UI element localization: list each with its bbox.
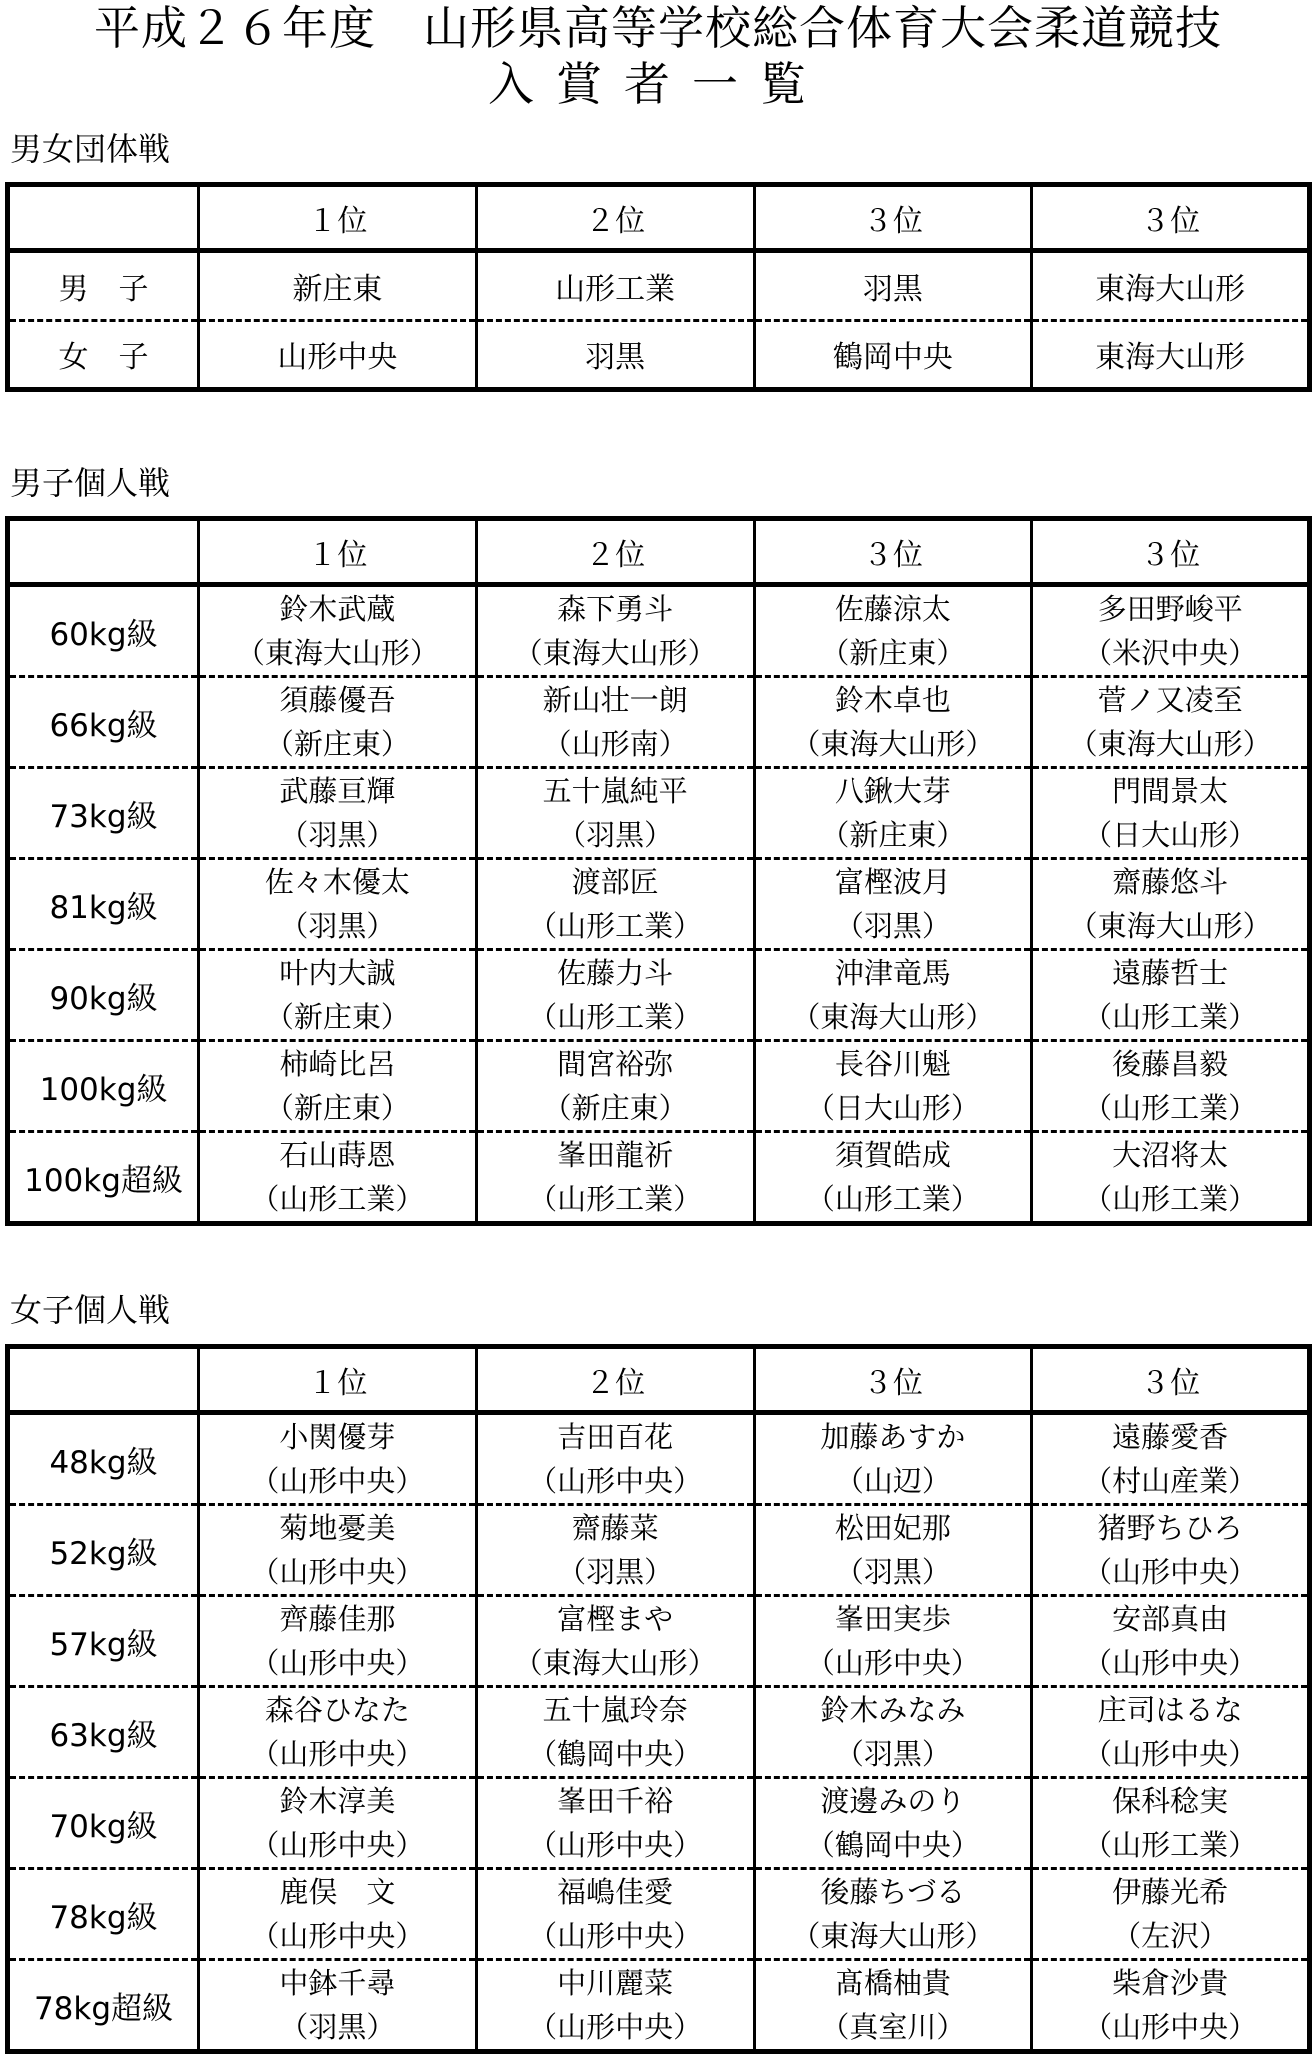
athlete-school: （山形中央） (250, 1464, 425, 1498)
athlete-school: （山形工業） (250, 1182, 425, 1216)
athlete-name: 後藤ちづる (820, 1875, 966, 1909)
entry-cell (476, 1596, 754, 1687)
athlete-name: 福嶋佳愛 (557, 1875, 674, 1909)
athlete-name: 松田妃那 (834, 1511, 951, 1545)
athlete-name: 佐藤涼太 (834, 592, 951, 626)
entry-cell (199, 859, 477, 950)
entry-cell (754, 1778, 1032, 1869)
entry-cell (199, 1413, 477, 1505)
entry-cell (199, 1596, 477, 1687)
athlete-school: （山形工業） (528, 1182, 703, 1216)
weight-class-cell: 60kg級 (49, 616, 158, 653)
table-row (8, 1778, 1310, 1869)
athlete-school: （日大山形） (1083, 818, 1258, 852)
table-row (8, 950, 1310, 1041)
athlete-school: （東海大山形） (1068, 727, 1272, 761)
athlete-name: 庄司はるな (1097, 1693, 1243, 1727)
entry-cell (199, 585, 477, 677)
entry-cell (754, 585, 1032, 677)
entry-cell (1032, 1596, 1310, 1687)
weight-class-cell: 66kg級 (8, 677, 199, 768)
athlete-name: 峯田実歩 (834, 1602, 951, 1636)
athlete-school: （羽黒） (834, 1555, 951, 1589)
athlete-name: 門間景太 (1112, 774, 1229, 808)
rank-header: ３位 (1032, 185, 1310, 251)
athlete-name: 峯田龍祈 (557, 1138, 674, 1172)
entry-cell (754, 1041, 1032, 1132)
school-cell: 東海大山形 (1032, 251, 1310, 321)
athlete-name: 富樫波月 (834, 865, 951, 899)
entry-cell (754, 768, 1032, 859)
athlete-school: （山形工業） (528, 909, 703, 943)
team-results-table (5, 182, 1312, 392)
athlete-name: 森下勇斗 (557, 592, 674, 626)
athlete-name: 齊藤佳那 (279, 1602, 396, 1636)
athlete-name: 長谷川魁 (834, 1047, 951, 1081)
school-cell: 新庄東 (199, 251, 477, 321)
table-row (8, 1869, 1310, 1960)
rank-header: １位 (199, 519, 477, 585)
table-row (8, 1687, 1310, 1778)
athlete-school: （山形南） (542, 727, 688, 761)
category-cell: 女 子 (8, 320, 199, 390)
athlete-school: （東海大山形） (513, 636, 717, 670)
weight-class-cell: 48kg級 (49, 1444, 158, 1481)
athlete-name: 鈴木みなみ (820, 1693, 966, 1727)
athlete-name: 遠藤愛香 (1112, 1420, 1229, 1454)
header-corner (8, 185, 199, 251)
weight-class-cell: 81kg級 (8, 859, 199, 950)
athlete-school: （羽黒） (557, 818, 674, 852)
table-row (8, 1041, 1310, 1132)
athlete-school: （鶴岡中央） (528, 1737, 703, 1771)
entry-cell (476, 1869, 754, 1960)
athlete-school: （新庄東） (820, 636, 966, 670)
athlete-name: 須藤優吾 (279, 683, 396, 717)
athlete-school: （羽黒） (279, 909, 396, 943)
athlete-name: 伊藤光希 (1112, 1875, 1229, 1909)
rank-header: ３位 (754, 519, 1032, 585)
athlete-name: 齋藤菜 (571, 1511, 659, 1545)
entry-cell (1032, 1778, 1310, 1869)
rank-header: １位 (199, 185, 477, 251)
athlete-name: 森谷ひなた (264, 1693, 410, 1727)
athlete-name: 柴倉沙貴 (1112, 1966, 1229, 2000)
athlete-school: （新庄東） (542, 1091, 688, 1125)
athlete-name: 吉田百花 (557, 1420, 674, 1454)
athlete-name: 八鍬大芽 (834, 774, 951, 808)
rank-header: ２位 (476, 519, 754, 585)
athlete-school: （真室川） (820, 2010, 966, 2044)
table-row (8, 768, 1310, 859)
athlete-school: （山形工業） (1083, 1091, 1258, 1125)
athlete-school: （山形中央） (250, 1646, 425, 1680)
entry-cell (1032, 859, 1310, 950)
athlete-school: （羽黒） (834, 1737, 951, 1771)
entry-cell (1032, 1869, 1310, 1960)
school-cell: 羽黒 (754, 251, 1032, 321)
athlete-school: （山形中央） (1083, 1737, 1258, 1771)
table-row (8, 1413, 1310, 1505)
entry-cell (1032, 1413, 1310, 1505)
entry-cell (754, 677, 1032, 768)
athlete-name: 鈴木卓也 (834, 683, 951, 717)
athlete-school: （新庄東） (264, 1000, 410, 1034)
header-corner (8, 519, 199, 585)
athlete-name: 小関優芽 (279, 1420, 396, 1454)
entry-cell (199, 677, 477, 768)
header-corner (8, 1347, 199, 1413)
entry-cell (199, 1778, 477, 1869)
athlete-school: （山形中央） (528, 1828, 703, 1862)
athlete-school: （山形中央） (250, 1828, 425, 1862)
athlete-name: 髙橋柚貴 (834, 1966, 951, 2000)
athlete-school: （東海大山形） (513, 1646, 717, 1680)
athlete-name: 沖津竜馬 (834, 956, 951, 990)
athlete-school: （山形中央） (250, 1919, 425, 1953)
athlete-name: 峯田千裕 (557, 1784, 674, 1818)
entry-cell (754, 1960, 1032, 2052)
athlete-name: 菊地憂美 (279, 1511, 396, 1545)
athlete-school: （新庄東） (264, 1091, 410, 1125)
athlete-school: （山形工業） (1083, 1828, 1258, 1862)
school-cell: 羽黒 (476, 320, 754, 390)
entry-cell (199, 1505, 477, 1596)
girls-results-table (5, 1344, 1312, 2054)
athlete-school: （新庄東） (264, 727, 410, 761)
athlete-school: （日大山形） (805, 1091, 980, 1125)
athlete-name: 佐々木優太 (264, 865, 410, 899)
table-row (8, 320, 1310, 390)
rank-header: ３位 (754, 185, 1032, 251)
athlete-school: （山形中央） (250, 1555, 425, 1589)
entry-cell (1032, 585, 1310, 677)
athlete-name: 五十嵐玲奈 (542, 1693, 688, 1727)
table-row (8, 1960, 1310, 2052)
athlete-school: （東海大山形） (791, 1000, 995, 1034)
weight-class-cell: 78kg級 (8, 1869, 199, 1960)
table-row (8, 1132, 1310, 1224)
athlete-name: 保科稔実 (1112, 1784, 1229, 1818)
entry-cell (1032, 950, 1310, 1041)
table-row (8, 1505, 1310, 1596)
rank-header: １位 (199, 1347, 477, 1413)
weight-class-cell: 73kg級 (8, 768, 199, 859)
header-row (8, 185, 1310, 251)
entry-cell (754, 859, 1032, 950)
table-row (8, 859, 1310, 950)
entry-cell (476, 1778, 754, 1869)
entry-cell (476, 1960, 754, 2052)
athlete-name: 鈴木淳美 (279, 1784, 396, 1818)
entry-cell (199, 1687, 477, 1778)
entry-cell (199, 768, 477, 859)
entry-cell (476, 585, 754, 677)
entry-cell (1032, 768, 1310, 859)
entry-cell (1032, 1960, 1310, 2052)
athlete-name: 多田野峻平 (1097, 592, 1243, 626)
entry-cell (754, 1132, 1032, 1224)
athlete-name: 武藤亘輝 (279, 774, 396, 808)
rank-header: ３位 (1032, 519, 1310, 585)
table-row (8, 585, 1310, 677)
athlete-school: （山形工業） (1083, 1182, 1258, 1216)
athlete-school: （村山産業） (1083, 1464, 1258, 1498)
athlete-name: 加藤あすか (820, 1420, 966, 1454)
entry-cell (754, 1596, 1032, 1687)
athlete-name: 後藤昌毅 (1112, 1047, 1229, 1081)
entry-cell (754, 950, 1032, 1041)
athlete-name: 遠藤哲士 (1112, 956, 1229, 990)
entry-cell (1032, 1132, 1310, 1224)
athlete-name: 鈴木武蔵 (279, 592, 396, 626)
athlete-school: （左沢） (1112, 1919, 1229, 1953)
table-row (8, 1596, 1310, 1687)
rank-header: ２位 (476, 185, 754, 251)
weight-class-cell: 100kg級 (8, 1041, 199, 1132)
school-cell: 東海大山形 (1032, 320, 1310, 390)
athlete-school: （山形工業） (1083, 1000, 1258, 1034)
entry-cell (476, 1505, 754, 1596)
boys-section-label: 男子個人戦 (10, 464, 171, 502)
category-cell: 男 子 (58, 271, 149, 307)
athlete-school: （山形中央） (1083, 2010, 1258, 2044)
athlete-name: 鹿俣 文 (279, 1875, 396, 1909)
weight-class-cell: 100kg超級 (8, 1132, 199, 1224)
document-subtitle: 入賞者一覧 (488, 57, 828, 111)
athlete-name: 間宮裕弥 (557, 1047, 674, 1081)
weight-class-cell: 90kg級 (8, 950, 199, 1041)
athlete-name: 渡部匠 (571, 865, 659, 899)
athlete-school: （山形工業） (528, 1000, 703, 1034)
rank-header: ３位 (754, 1347, 1032, 1413)
entry-cell (1032, 1687, 1310, 1778)
athlete-name: 柿崎比呂 (279, 1047, 396, 1081)
header-row (8, 1347, 1310, 1413)
table-row (8, 251, 1310, 321)
entry-cell (199, 1041, 477, 1132)
athlete-name: 五十嵐純平 (542, 774, 688, 808)
entry-cell (476, 768, 754, 859)
athlete-name: 佐藤力斗 (557, 956, 674, 990)
athlete-name: 須賀皓成 (834, 1138, 951, 1172)
athlete-name: 新山壮一朗 (542, 683, 688, 717)
athlete-name: 叶内大誠 (279, 956, 396, 990)
entry-cell (476, 1041, 754, 1132)
athlete-name: 齋藤悠斗 (1112, 865, 1229, 899)
weight-class-cell: 78kg超級 (8, 1960, 199, 2052)
entry-cell (199, 1869, 477, 1960)
athlete-school: （新庄東） (820, 818, 966, 852)
school-cell: 鶴岡中央 (754, 320, 1032, 390)
entry-cell (199, 950, 477, 1041)
athlete-school: （羽黒） (557, 1555, 674, 1589)
school-cell: 山形工業 (476, 251, 754, 321)
athlete-school: （東海大山形） (1068, 909, 1272, 943)
athlete-school: （東海大山形） (791, 727, 995, 761)
athlete-school: （羽黒） (834, 909, 951, 943)
table-row (8, 677, 1310, 768)
athlete-school: （羽黒） (279, 2010, 396, 2044)
entry-cell (476, 1413, 754, 1505)
entry-cell (199, 1132, 477, 1224)
athlete-school: （鶴岡中央） (805, 1828, 980, 1862)
athlete-name: 中鉢千尋 (279, 1966, 396, 2000)
team-section-label: 男女団体戦 (10, 130, 171, 168)
athlete-name: 中川麗菜 (557, 1966, 674, 2000)
athlete-school: （山形工業） (805, 1182, 980, 1216)
athlete-name: 富樫まや (557, 1602, 674, 1636)
entry-cell (476, 950, 754, 1041)
girls-section-label: 女子個人戦 (10, 1291, 171, 1329)
weight-class-cell: 52kg級 (8, 1505, 199, 1596)
athlete-school: （山形中央） (250, 1737, 425, 1771)
athlete-school: （米沢中央） (1083, 636, 1258, 670)
entry-cell (1032, 1505, 1310, 1596)
athlete-name: 菅ノ又凌至 (1097, 683, 1243, 717)
athlete-school: （東海大山形） (791, 1919, 995, 1953)
entry-cell (754, 1869, 1032, 1960)
athlete-name: 猪野ちひろ (1097, 1511, 1243, 1545)
athlete-school: （山辺） (834, 1464, 951, 1498)
entry-cell (1032, 1041, 1310, 1132)
entry-cell (476, 1687, 754, 1778)
athlete-name: 石山蒔恩 (279, 1138, 396, 1172)
entry-cell (199, 1960, 477, 2052)
athlete-school: （東海大山形） (235, 636, 439, 670)
school-cell: 山形中央 (199, 320, 477, 390)
entry-cell (1032, 677, 1310, 768)
athlete-name: 渡邊みのり (820, 1784, 966, 1818)
weight-class-cell: 63kg級 (8, 1687, 199, 1778)
boys-results-table (5, 516, 1312, 1226)
athlete-name: 大沼将太 (1112, 1138, 1229, 1172)
athlete-school: （羽黒） (279, 818, 396, 852)
entry-cell (476, 1132, 754, 1224)
entry-cell (476, 677, 754, 768)
weight-class-cell: 57kg級 (8, 1596, 199, 1687)
athlete-school: （山形中央） (528, 2010, 703, 2044)
athlete-school: （山形中央） (528, 1919, 703, 1953)
entry-cell (754, 1413, 1032, 1505)
entry-cell (754, 1505, 1032, 1596)
rank-header: ３位 (1032, 1347, 1310, 1413)
rank-header: ２位 (476, 1347, 754, 1413)
athlete-school: （山形中央） (528, 1464, 703, 1498)
weight-class-cell: 70kg級 (8, 1778, 199, 1869)
athlete-school: （山形中央） (805, 1646, 980, 1680)
document-title: 平成２６年度 山形県高等学校総合体育大会柔道競技 (94, 1, 1222, 55)
athlete-name: 安部真由 (1112, 1602, 1229, 1636)
entry-cell (476, 859, 754, 950)
header-row (8, 519, 1310, 585)
athlete-school: （山形中央） (1083, 1555, 1258, 1589)
entry-cell (754, 1687, 1032, 1778)
athlete-school: （山形中央） (1083, 1646, 1258, 1680)
